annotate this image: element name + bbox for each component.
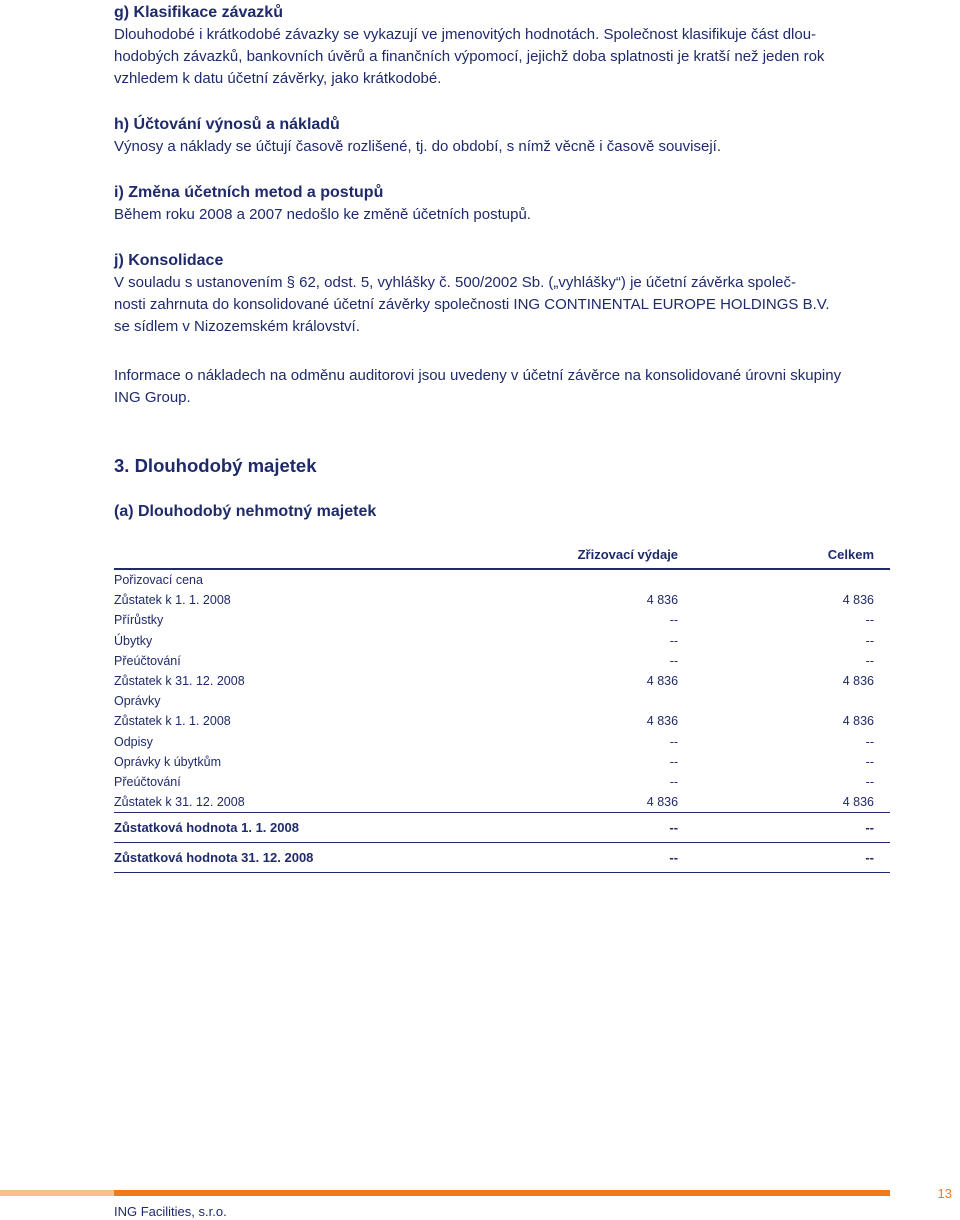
rows-cell-label: Zůstatek k 31. 12. 2008	[114, 792, 573, 813]
rows-cell-b: 4 836	[678, 792, 890, 813]
rows-row	[114, 711, 890, 731]
rows-cell-b: --	[865, 613, 874, 628]
page-number: 13	[937, 1186, 952, 1201]
rows-cell-b: 4 836	[842, 674, 874, 689]
totals-cell-b: --	[678, 813, 890, 843]
rows-cell-a: --	[669, 734, 679, 749]
rows-row	[114, 792, 890, 813]
footer-bar-light	[0, 1190, 114, 1196]
rows-cell-label: Oprávky k úbytkům	[114, 754, 221, 769]
intangible-assets-table	[114, 542, 890, 873]
rows-cell-b: 4 836	[842, 714, 874, 729]
rows-row	[114, 691, 890, 711]
chapter-title: 3. Dlouhodobý majetek	[114, 455, 317, 476]
section-h-heading: h) Účtování výnosů a nákladů	[114, 116, 340, 133]
totals-cell-label: Zůstatková hodnota 31. 12. 2008	[114, 843, 573, 873]
rows-cell-label: Zůstatek k 1. 1. 2008	[114, 593, 231, 608]
section-h	[114, 114, 890, 158]
rows-cell-label: Úbytky	[114, 633, 153, 648]
rows-row	[114, 610, 890, 630]
rows-row	[114, 772, 890, 792]
table-header-label	[114, 542, 573, 569]
rows-cell-b: 4 836	[842, 593, 874, 608]
rows-cell-a: --	[669, 633, 679, 648]
rows-cell-a: 4 836	[573, 792, 678, 813]
rows-cell-a: 4 836	[646, 714, 679, 729]
rows-cell-label: Zůstatek k 1. 1. 2008	[114, 714, 231, 729]
rows-cell-label: Zůstatek k 31. 12. 2008	[114, 674, 245, 689]
rows-cell-a: 4 836	[646, 674, 679, 689]
rows-row	[114, 590, 890, 610]
rows-cell-a	[573, 691, 678, 711]
section-j-line-3: se sídlem v Nizozemském království.	[114, 318, 360, 335]
rows-row	[114, 569, 890, 590]
rows-cell-label: Přírůstky	[114, 613, 164, 628]
rows-cell-a	[573, 569, 678, 590]
section-g-line-1: Dlouhodobé i krátkodobé závazky se vykazují ve jmenovitých hodnotách. Společnost klasifikuje část dlou-	[114, 26, 817, 43]
section-i-heading: i) Změna účetních metod a postupů	[114, 184, 384, 201]
rows-cell-b	[678, 691, 890, 711]
rows-cell-b: --	[865, 734, 874, 749]
table-header-col-1: Zřizovací výdaje	[573, 542, 678, 569]
rows-cell-a: --	[669, 653, 679, 668]
table-header-col-2: Celkem	[678, 542, 890, 569]
section-i	[114, 182, 890, 226]
section-i-line-1: Během roku 2008 a 2007 nedošlo ke změně účetních postupů.	[114, 206, 531, 223]
totals-cell-b: --	[678, 843, 890, 873]
rows-cell-label: Přeúčtování	[114, 774, 181, 789]
rows-row	[114, 752, 890, 772]
rows-cell-b	[678, 569, 890, 590]
totals-cell-a: --	[573, 813, 678, 843]
rows-cell-b: --	[865, 653, 874, 668]
rows-cell-label: Oprávky	[114, 694, 161, 709]
totals-row	[114, 813, 890, 843]
rows-cell-b: --	[865, 754, 874, 769]
section-g-line-3: vzhledem k datu účetní závěrky, jako krátkodobé.	[114, 70, 442, 87]
section-g-heading: g) Klasifikace závazků	[114, 4, 283, 21]
rows-cell-label: Odpisy	[114, 734, 153, 749]
info-line-1: Informace o nákladech na odměnu auditorovi jsou uvedeny v účetní závěrce na konsolidované úrovni skupiny	[114, 367, 842, 384]
section-h-line-1: Výnosy a náklady se účtují časově rozlišené, tj. do období, s nímž věcně i časově souvisejí.	[114, 138, 721, 155]
rows-cell-label: Pořizovací cena	[114, 573, 203, 588]
section-g	[114, 2, 890, 90]
rows-cell-a: --	[669, 754, 679, 769]
rows-row	[114, 671, 890, 691]
footer-company: ING Facilities, s.r.o.	[114, 1204, 227, 1219]
section-j-line-1: V souladu s ustanovením § 62, odst. 5, vyhlášky č. 500/2002 Sb. („vyhlášky“) je účetní závěrka společ-	[114, 274, 797, 291]
footer-bar	[114, 1190, 890, 1196]
rows-row	[114, 651, 890, 671]
table-body	[114, 569, 890, 813]
rows-cell-a: --	[669, 613, 679, 628]
totals-cell-a: --	[573, 843, 678, 873]
table-totals	[114, 813, 890, 873]
rows-cell-label: Přeúčtování	[114, 653, 181, 668]
section-j-line-2: nosti zahrnuta do konsolidované účetní závěrky společnosti ING CONTINENTAL EUROPE HOLDINGS B.V.	[114, 296, 830, 313]
rows-row	[114, 631, 890, 651]
rows-cell-b: --	[865, 633, 874, 648]
rows-row	[114, 732, 890, 752]
section-j	[114, 250, 890, 338]
info-line-2: ING Group.	[114, 389, 191, 406]
totals-row	[114, 843, 890, 873]
rows-cell-a: --	[669, 774, 679, 789]
section-g-line-2: hodobých závazků, bankovních úvěrů a finančních výpomocí, jejichž doba splatnosti je kratší než jeden rok	[114, 48, 825, 65]
totals-cell-label: Zůstatková hodnota 1. 1. 2008	[114, 813, 573, 843]
section-j-heading: j) Konsolidace	[114, 252, 224, 269]
chapter-subtitle: (a) Dlouhodobý nehmotný majetek	[114, 503, 377, 520]
rows-cell-b: --	[865, 774, 874, 789]
rows-cell-a: 4 836	[646, 593, 679, 608]
section-info	[114, 365, 890, 409]
table-header-row	[114, 542, 890, 569]
